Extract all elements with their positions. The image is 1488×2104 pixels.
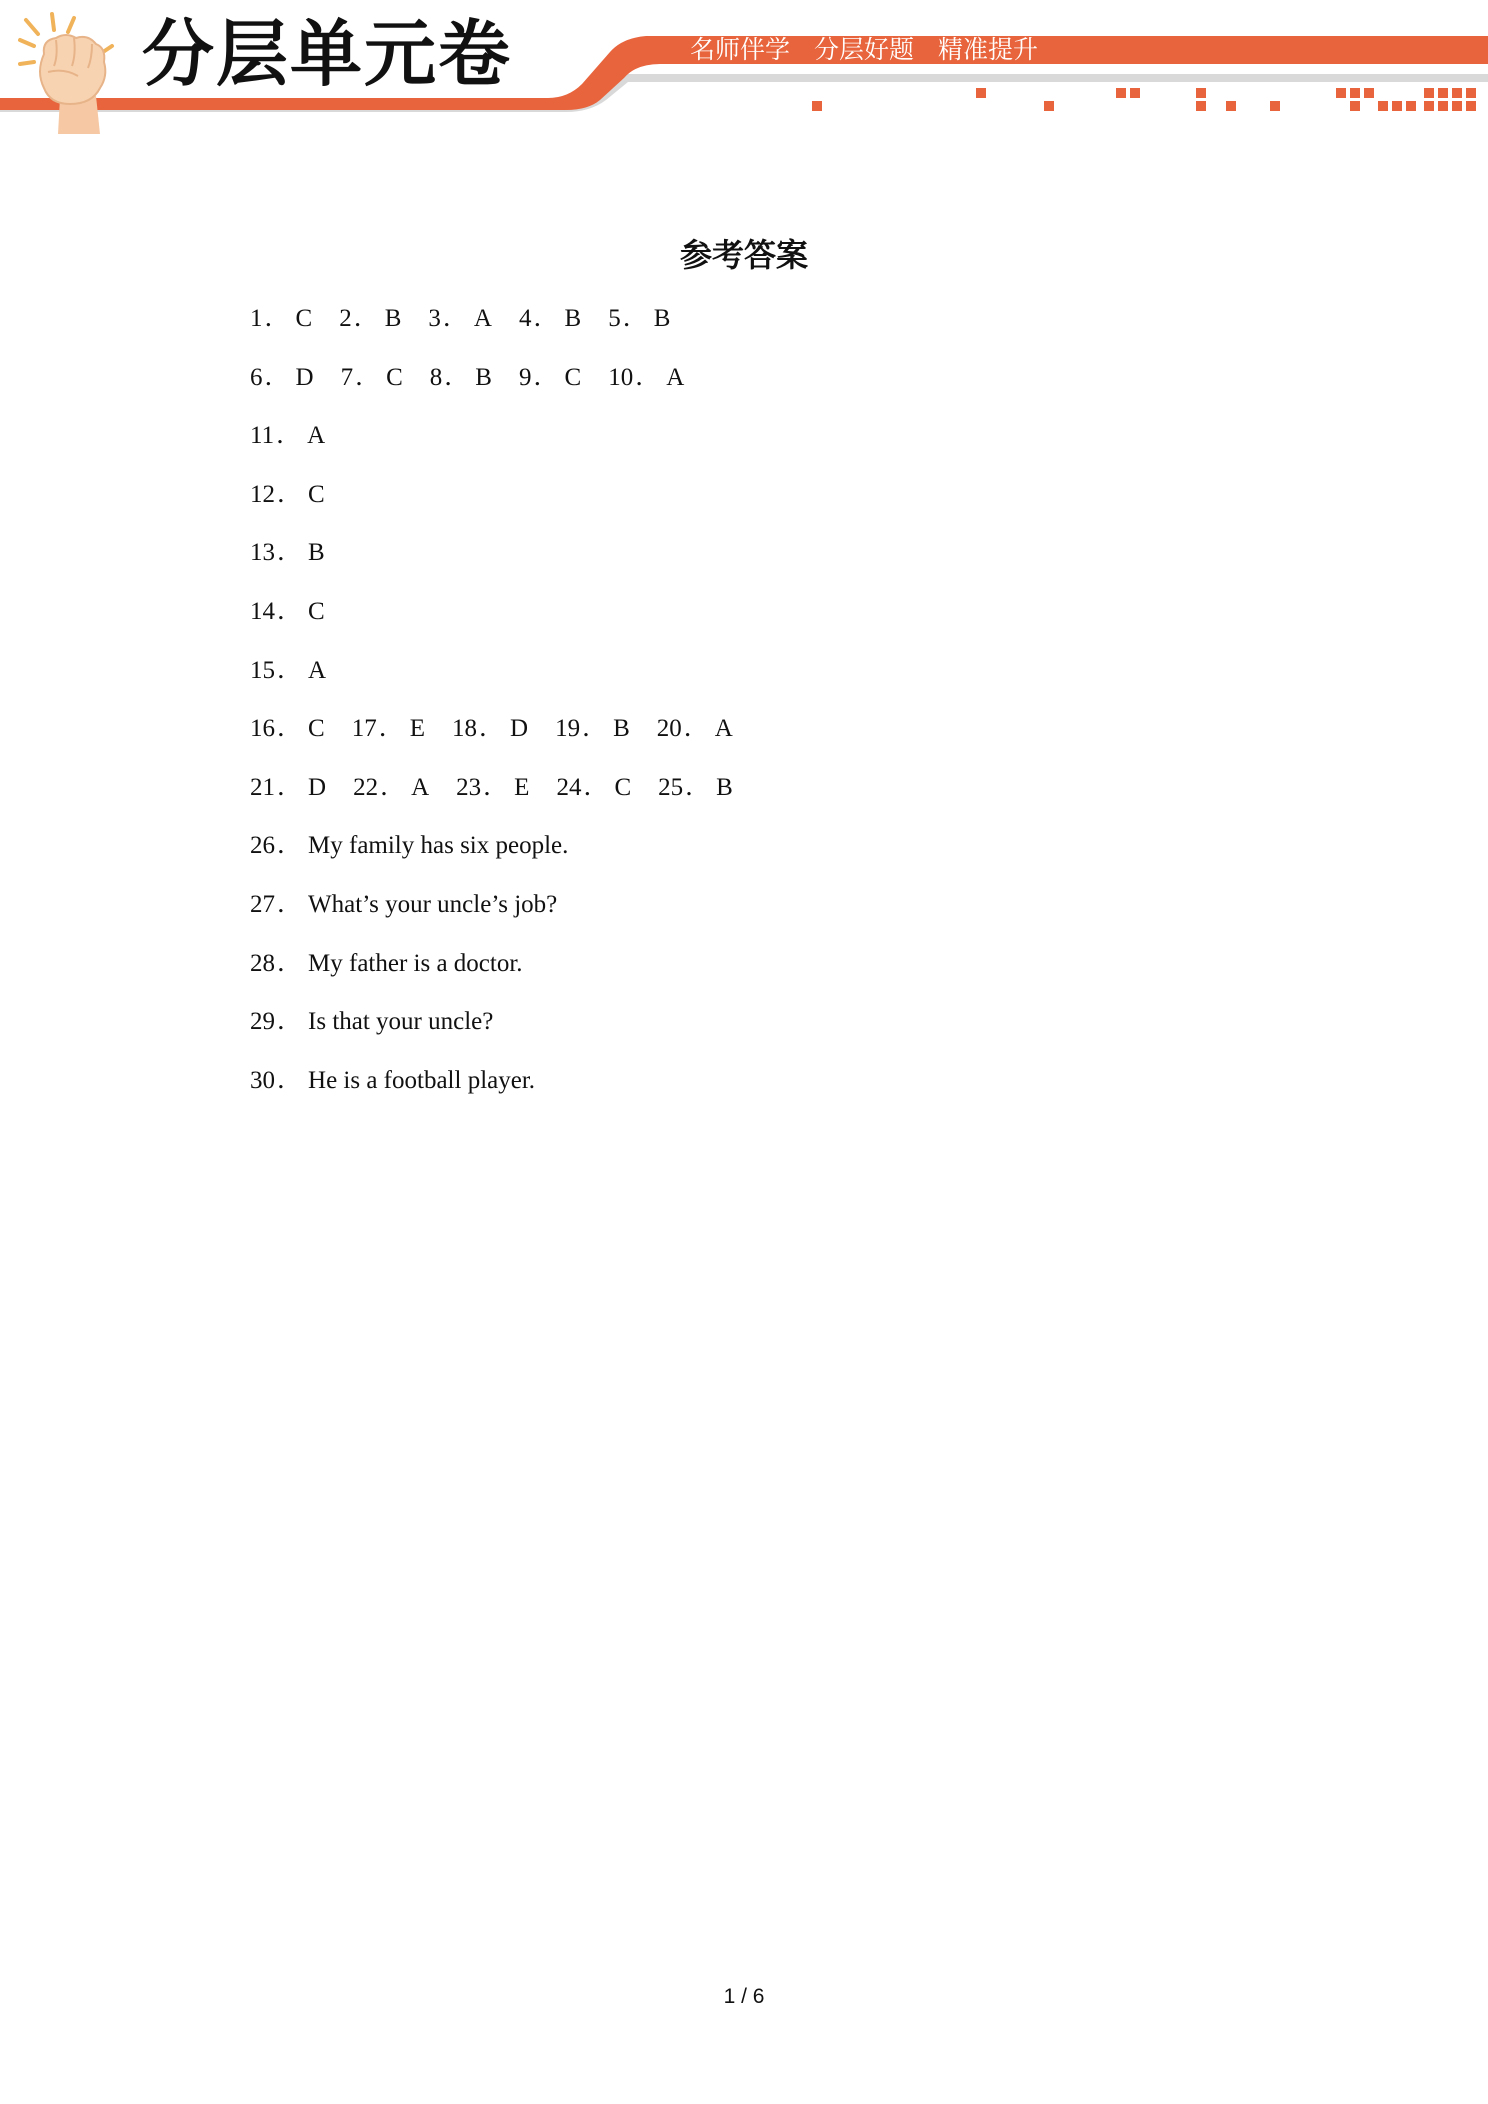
number-separator: ． (533, 363, 559, 391)
answer-item (250, 1005, 493, 1039)
question-number: 19 (555, 715, 581, 743)
number-separator: ． (277, 832, 303, 860)
answer-text: D (510, 715, 529, 743)
answer-item (658, 771, 733, 805)
question-number: 9 (518, 363, 532, 391)
number-separator: ． (479, 715, 505, 743)
number-separator: ． (635, 363, 661, 391)
question-number: 4 (518, 305, 532, 332)
answer-item (519, 361, 581, 395)
question-number: 8 (429, 363, 443, 391)
question-number: 12 (250, 480, 275, 508)
number-separator: ． (380, 773, 406, 801)
question-number: 17 (351, 715, 377, 743)
answer-item (428, 302, 492, 336)
answer-item (250, 888, 557, 922)
answer-text: E (514, 773, 530, 801)
answer-text: B (384, 305, 402, 332)
answer-text: C (386, 363, 403, 391)
answer-item (341, 361, 403, 395)
answer-item (430, 361, 492, 395)
answer-line (250, 478, 760, 537)
slogan-item: 分层好题 (814, 35, 915, 64)
slogan-item: 精准提升 (938, 35, 1039, 64)
answer-text: B (613, 715, 630, 743)
number-separator: ． (277, 890, 303, 918)
question-number: 20 (656, 715, 682, 743)
answer-item (555, 712, 630, 746)
number-separator: ． (583, 773, 609, 801)
answer-line (250, 947, 760, 1006)
answer-text: What’s your uncle’s job? (308, 890, 558, 918)
question-number: 5 (608, 305, 621, 332)
number-separator: ． (276, 422, 302, 450)
answer-item (250, 361, 314, 395)
answer-text: C (308, 480, 325, 508)
page-header (0, 0, 1488, 140)
answer-text: B (564, 305, 582, 332)
answer-text: C (308, 597, 325, 625)
question-number: 10 (608, 363, 634, 391)
answer-text: D (308, 773, 327, 801)
answer-item (352, 712, 425, 746)
header-slogan (690, 37, 1062, 62)
answer-item (250, 536, 325, 570)
answer-text: C (564, 363, 582, 391)
answer-text: My father is a doctor. (308, 949, 523, 977)
answer-text: A (473, 305, 492, 332)
answer-text: A (666, 363, 685, 391)
answer-item (250, 478, 325, 512)
number-separator: ． (277, 773, 303, 801)
answer-item (452, 712, 528, 746)
answer-text: B (475, 363, 492, 391)
question-number: 13 (250, 539, 275, 567)
number-separator: ． (353, 305, 379, 332)
number-separator: ． (264, 363, 290, 391)
answer-item (250, 595, 325, 629)
question-number: 29 (250, 1008, 275, 1036)
answer-text: My family has six people. (308, 832, 569, 860)
question-number: 23 (456, 773, 482, 801)
answer-item (519, 302, 581, 336)
answer-text: C (308, 715, 325, 743)
answer-text: He is a football player. (308, 1066, 536, 1094)
number-separator: ． (683, 715, 709, 743)
number-separator: ． (277, 480, 303, 508)
answer-item (556, 771, 631, 805)
question-number: 1 (250, 305, 263, 332)
answer-line (250, 771, 760, 830)
number-separator: ． (264, 305, 290, 332)
answer-item (657, 712, 733, 746)
answer-item (353, 771, 429, 805)
answer-text: B (716, 773, 733, 801)
answer-line (250, 595, 760, 654)
answer-list (250, 302, 760, 1122)
number-separator: ． (378, 715, 404, 743)
question-number: 28 (250, 949, 275, 977)
answer-line (250, 419, 760, 478)
question-number: 15 (250, 656, 275, 684)
number-separator: ． (442, 305, 468, 332)
answer-text: C (295, 305, 313, 332)
answer-line (250, 1064, 760, 1123)
answer-line (250, 302, 760, 361)
answer-text: A (307, 422, 326, 450)
answer-item (608, 361, 684, 395)
number-separator: ． (277, 1008, 303, 1036)
answer-text: A (411, 773, 430, 801)
question-number: 25 (658, 773, 684, 801)
answer-text: E (409, 715, 425, 743)
answer-text: D (295, 363, 314, 391)
answer-item (250, 654, 326, 688)
question-number: 16 (250, 715, 275, 743)
number-separator: ． (533, 305, 559, 332)
answer-line (250, 712, 760, 771)
number-separator: ． (277, 715, 303, 743)
question-number: 2 (339, 305, 352, 332)
answer-line (250, 829, 760, 888)
number-separator: ． (685, 773, 711, 801)
document-title: 参考答案 (679, 236, 808, 274)
answer-line (250, 654, 760, 713)
answer-text: Is that your uncle? (308, 1008, 494, 1036)
answer-line (250, 888, 760, 947)
number-separator: ． (483, 773, 509, 801)
answer-item (250, 1064, 535, 1098)
page-number: 1 / 6 (723, 1985, 765, 2008)
number-separator: ． (582, 715, 608, 743)
number-separator: ． (277, 1066, 303, 1094)
question-number: 3 (428, 305, 441, 332)
question-number: 18 (452, 715, 477, 743)
answer-item (339, 302, 401, 336)
fist-logo-icon (8, 10, 128, 135)
number-separator: ． (277, 949, 303, 977)
question-number: 7 (340, 363, 354, 391)
question-number: 24 (556, 773, 582, 801)
answer-item (250, 947, 523, 981)
answer-item (250, 302, 312, 336)
answer-text: B (308, 539, 325, 567)
question-number: 30 (250, 1066, 275, 1094)
question-number: 27 (250, 890, 275, 918)
question-number: 21 (250, 773, 275, 801)
question-number: 11 (250, 422, 275, 450)
question-number: 6 (250, 363, 263, 391)
question-number: 14 (250, 597, 275, 625)
question-number: 22 (353, 773, 379, 801)
brand-title: 分层单元卷 (142, 12, 513, 96)
number-separator: ． (277, 656, 303, 684)
question-number: 26 (250, 832, 275, 860)
slogan-item: 名师伴学 (690, 35, 791, 64)
number-separator: ． (277, 539, 303, 567)
number-separator: ． (355, 363, 381, 391)
answer-line (250, 1005, 760, 1064)
number-separator: ． (622, 305, 648, 332)
answer-item (608, 302, 670, 336)
number-separator: ． (444, 363, 470, 391)
number-separator: ． (277, 597, 303, 625)
answer-text: A (308, 656, 327, 684)
answer-item (456, 771, 529, 805)
answer-item (250, 419, 325, 453)
answer-item (250, 712, 325, 746)
answer-item (250, 771, 326, 805)
answer-line (250, 536, 760, 595)
answer-text: A (714, 715, 733, 743)
answer-text: B (653, 305, 671, 332)
answer-item (250, 829, 568, 863)
answer-text: C (614, 773, 632, 801)
answer-line (250, 361, 760, 420)
